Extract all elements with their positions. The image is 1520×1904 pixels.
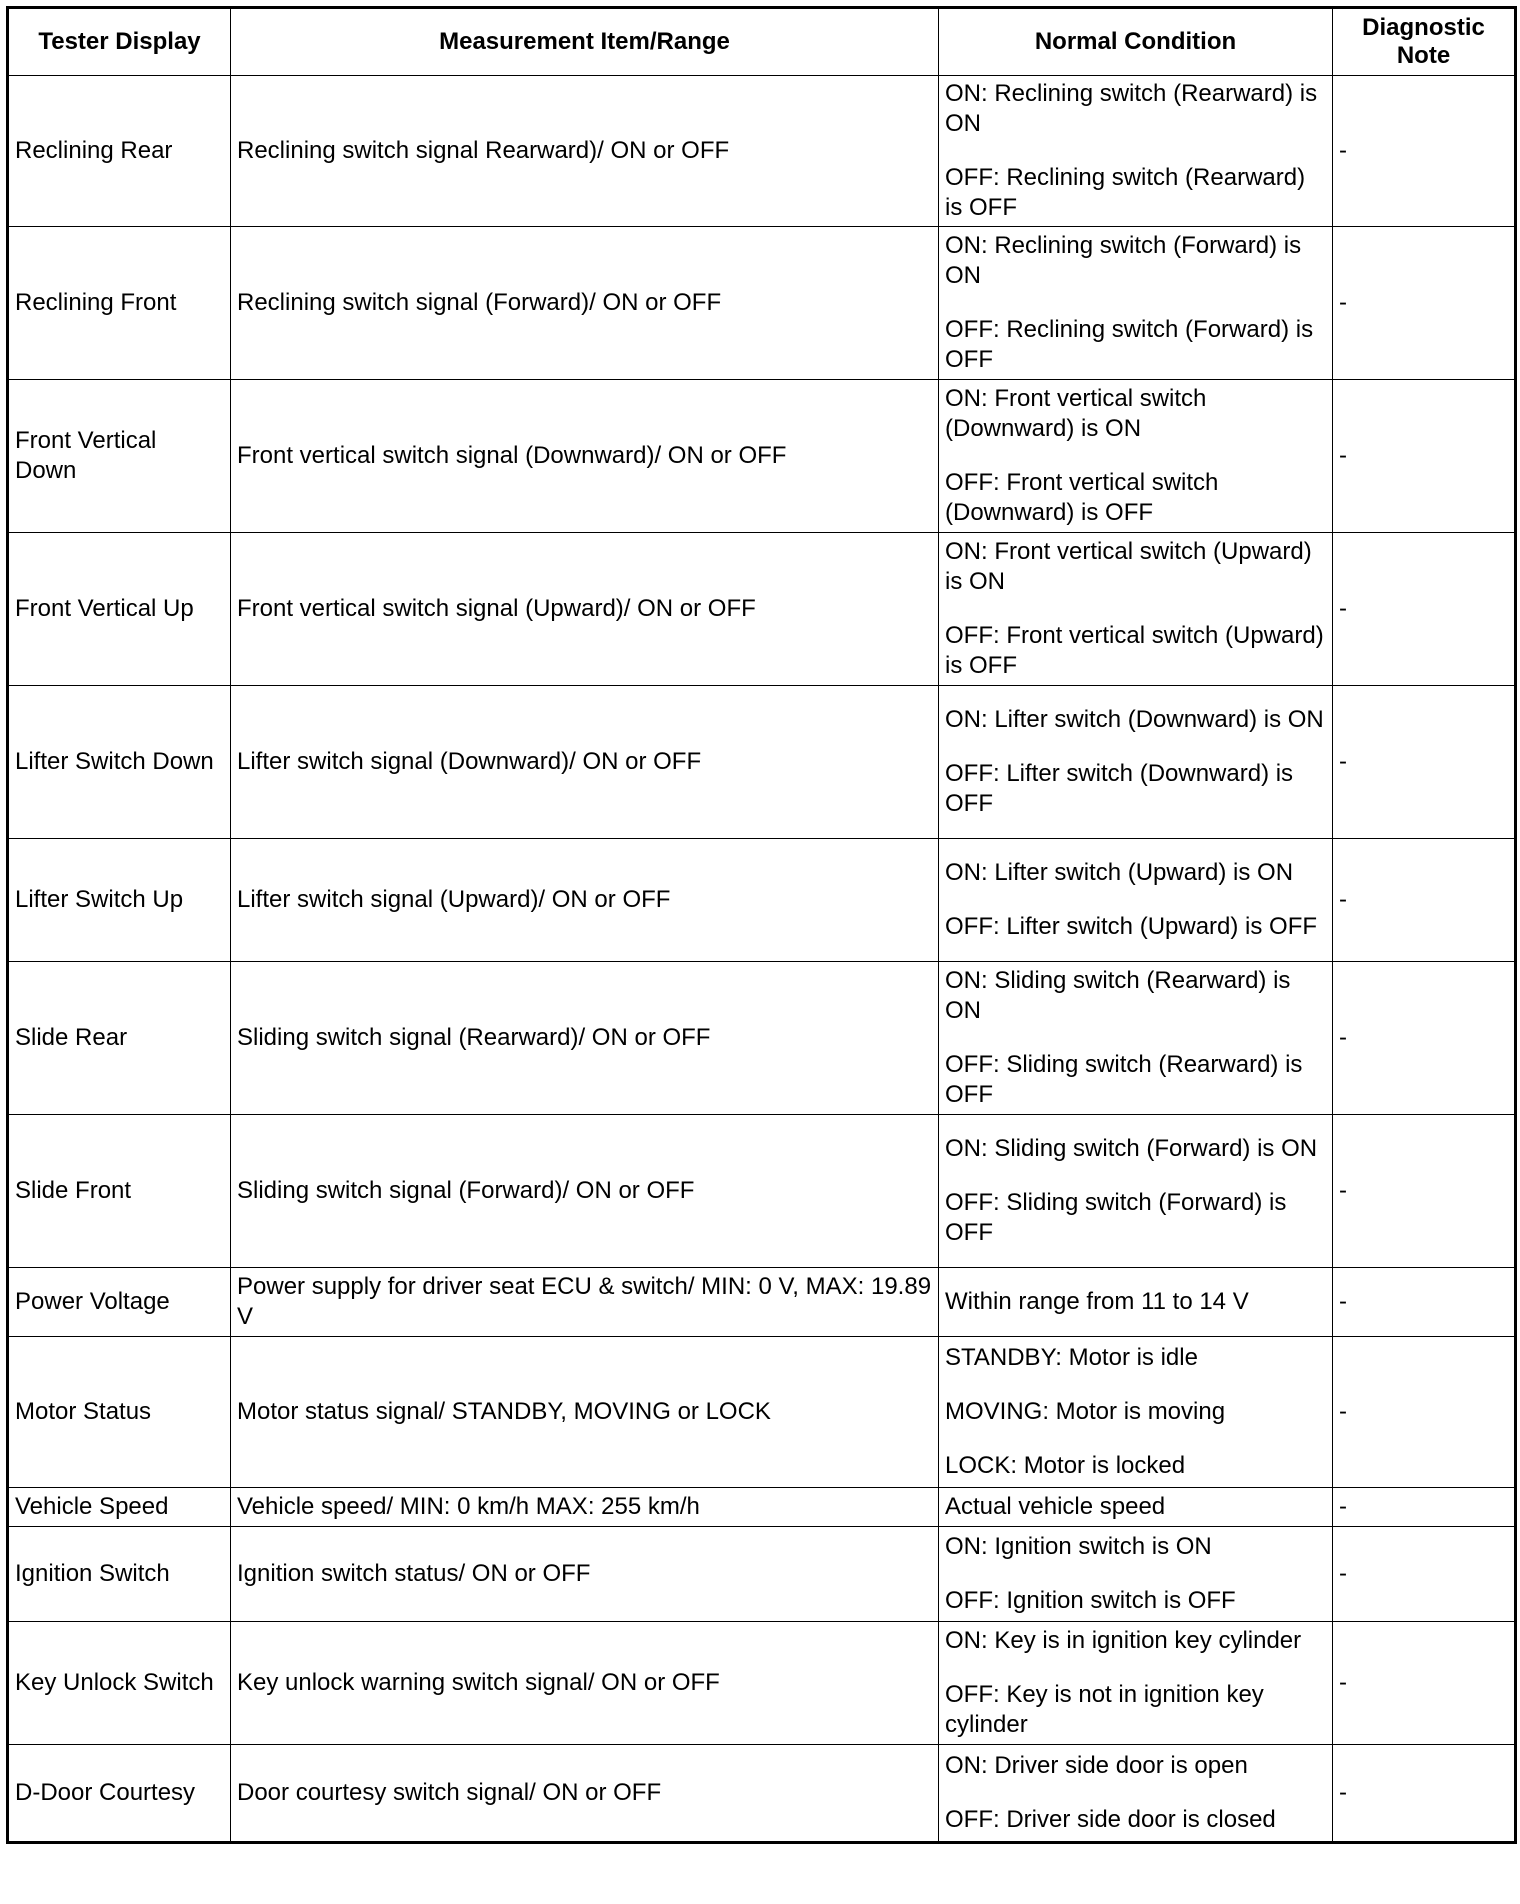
normal-condition-cell [939, 1488, 1333, 1527]
diagnostic-note-cell: - [1333, 1745, 1516, 1843]
normal-condition-line: OFF: Reclining switch (Rearward) is OFF [945, 164, 1306, 221]
table-row [8, 227, 1516, 380]
table-row [8, 1527, 1516, 1622]
table-row [8, 76, 1516, 227]
diagnostic-note-cell: - [1333, 839, 1516, 962]
header-tester-display: Tester Display [8, 8, 231, 76]
tester-display-cell: Front Vertical Down [8, 380, 231, 533]
normal-condition-cell [939, 227, 1333, 380]
normal-condition-line: OFF: Lifter switch (Downward) is OFF [945, 760, 1294, 817]
measurement-cell: Ignition switch status/ ON or OFF [231, 1527, 939, 1622]
normal-condition-cell [939, 1622, 1333, 1745]
diagnostic-note-cell: - [1333, 1622, 1516, 1745]
table-row [8, 1622, 1516, 1745]
header-normal-condition: Normal Condition [939, 8, 1333, 76]
measurement-cell: Sliding switch signal (Forward)/ ON or OFF [231, 1115, 939, 1268]
table-row [8, 686, 1516, 839]
measurement-cell: Motor status signal/ STANDBY, MOVING or LOCK [231, 1337, 939, 1488]
normal-condition-cell [939, 533, 1333, 686]
normal-condition-cell [939, 1745, 1333, 1843]
header-diagnostic-note: Diagnostic Note [1333, 8, 1516, 76]
normal-condition-line: OFF: Key is not in ignition key cylinder [945, 1681, 1264, 1738]
normal-condition-cell [939, 1337, 1333, 1488]
table-row [8, 533, 1516, 686]
normal-condition-line: OFF: Front vertical switch (Downward) is OFF [945, 469, 1219, 526]
normal-condition-line: STANDBY: Motor is idle [945, 1344, 1198, 1371]
header-measurement: Measurement Item/Range [231, 8, 939, 76]
normal-condition-cell [939, 1115, 1333, 1268]
normal-condition-line: OFF: Lifter switch (Upward) is OFF [945, 913, 1318, 940]
normal-condition-line: OFF: Reclining switch (Forward) is OFF [945, 316, 1314, 373]
measurement-cell: Sliding switch signal (Rearward)/ ON or OFF [231, 962, 939, 1115]
table-row [8, 1337, 1516, 1488]
table-row [8, 1115, 1516, 1268]
tester-display-cell: Power Voltage [8, 1268, 231, 1337]
normal-condition-line: ON: Driver side door is open [945, 1752, 1248, 1779]
table-row [8, 1268, 1516, 1337]
normal-condition-cell [939, 76, 1333, 227]
diagnostic-note-cell: - [1333, 686, 1516, 839]
measurement-cell: Lifter switch signal (Downward)/ ON or OFF [231, 686, 939, 839]
measurement-cell: Front vertical switch signal (Downward)/ ON or OFF [231, 380, 939, 533]
normal-condition-line: OFF: Driver side door is closed [945, 1806, 1276, 1833]
normal-condition-line: ON: Reclining switch (Rearward) is ON [945, 80, 1318, 137]
tester-display-cell: Reclining Rear [8, 76, 231, 227]
measurement-cell: Lifter switch signal (Upward)/ ON or OFF [231, 839, 939, 962]
table-row [8, 839, 1516, 962]
normal-condition-cell [939, 1527, 1333, 1622]
normal-condition-line: ON: Lifter switch (Upward) is ON [945, 859, 1294, 886]
normal-condition-cell [939, 380, 1333, 533]
tester-display-cell: D-Door Courtesy [8, 1745, 231, 1843]
normal-condition-cell [939, 686, 1333, 839]
measurement-cell: Reclining switch signal Rearward)/ ON or OFF [231, 76, 939, 227]
normal-condition-line: OFF: Front vertical switch (Upward) is OFF [945, 622, 1324, 679]
tester-display-cell: Lifter Switch Up [8, 839, 231, 962]
table-row [8, 1745, 1516, 1843]
normal-condition-line: LOCK: Motor is locked [945, 1452, 1186, 1479]
normal-condition-line: Within range from 11 to 14 V [945, 1288, 1249, 1315]
measurement-cell: Key unlock warning switch signal/ ON or OFF [231, 1622, 939, 1745]
diagnostic-note-cell: - [1333, 1337, 1516, 1488]
diagnostic-note-cell: - [1333, 76, 1516, 227]
normal-condition-line: ON: Ignition switch is ON [945, 1533, 1212, 1560]
normal-condition-line: OFF: Ignition switch is OFF [945, 1587, 1236, 1614]
measurement-cell: Door courtesy switch signal/ ON or OFF [231, 1745, 939, 1843]
tester-display-cell: Slide Front [8, 1115, 231, 1268]
measurement-cell: Front vertical switch signal (Upward)/ ON or OFF [231, 533, 939, 686]
diagnostic-note-cell: - [1333, 1527, 1516, 1622]
normal-condition-line: OFF: Sliding switch (Forward) is OFF [945, 1189, 1287, 1246]
normal-condition-cell [939, 839, 1333, 962]
tester-display-cell: Reclining Front [8, 227, 231, 380]
normal-condition-line: ON: Lifter switch (Downward) is ON [945, 706, 1324, 733]
data-list-table [6, 6, 1517, 1844]
tester-display-cell: Front Vertical Up [8, 533, 231, 686]
measurement-cell: Reclining switch signal (Forward)/ ON or OFF [231, 227, 939, 380]
table-row [8, 1488, 1516, 1527]
measurement-cell: Power supply for driver seat ECU & switch/ MIN: 0 V, MAX: 19.89 V [231, 1268, 939, 1337]
diagnostic-note-cell: - [1333, 1115, 1516, 1268]
normal-condition-cell [939, 1268, 1333, 1337]
normal-condition-line: ON: Front vertical switch (Upward) is ON [945, 538, 1312, 595]
normal-condition-line: ON: Key is in ignition key cylinder [945, 1627, 1302, 1654]
tester-display-cell: Key Unlock Switch [8, 1622, 231, 1745]
table-row [8, 380, 1516, 533]
normal-condition-line: ON: Sliding switch (Forward) is ON [945, 1135, 1318, 1162]
diagnostic-note-cell: - [1333, 962, 1516, 1115]
normal-condition-line: ON: Reclining switch (Forward) is ON [945, 232, 1302, 289]
diagnostic-note-cell: - [1333, 1488, 1516, 1527]
normal-condition-line: ON: Front vertical switch (Downward) is ON [945, 385, 1207, 442]
tester-display-cell: Motor Status [8, 1337, 231, 1488]
diagnostic-note-cell: - [1333, 380, 1516, 533]
normal-condition-line: Actual vehicle speed [945, 1493, 1166, 1520]
measurement-cell: Vehicle speed/ MIN: 0 km/h MAX: 255 km/h [231, 1488, 939, 1527]
normal-condition-cell [939, 962, 1333, 1115]
diagnostic-table-container [6, 6, 1514, 1844]
normal-condition-line: ON: Sliding switch (Rearward) is ON [945, 967, 1291, 1024]
diagnostic-note-cell: - [1333, 227, 1516, 380]
normal-condition-line: OFF: Sliding switch (Rearward) is OFF [945, 1051, 1303, 1108]
tester-display-cell: Lifter Switch Down [8, 686, 231, 839]
table-row [8, 962, 1516, 1115]
tester-display-cell: Vehicle Speed [8, 1488, 231, 1527]
tester-display-cell: Ignition Switch [8, 1527, 231, 1622]
diagnostic-note-cell: - [1333, 1268, 1516, 1337]
table-body [8, 76, 1516, 1843]
tester-display-cell: Slide Rear [8, 962, 231, 1115]
normal-condition-line: MOVING: Motor is moving [945, 1398, 1226, 1425]
header-row [8, 8, 1516, 76]
diagnostic-note-cell: - [1333, 533, 1516, 686]
